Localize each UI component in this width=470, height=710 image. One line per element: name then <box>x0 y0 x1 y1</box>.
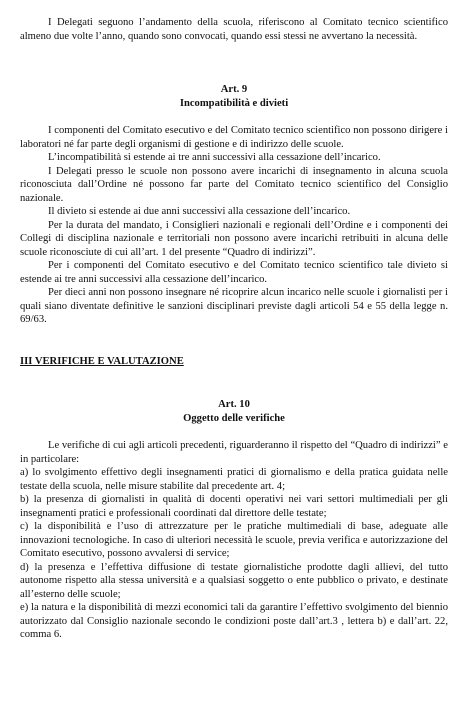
art10-lead: Le verifiche di cui agli articoli precedenti, riguarderanno il rispetto del “Quadro di indirizzi” e in particolare: <box>20 440 448 465</box>
art10-item-d: d) la presenza e l’effettiva diffusione di testate giornalistiche prodotte dagli allievi, del tutto autonome rispetto alla stessa università e a qualsiasi soggetto o ente pubblico o privato, e destinate all’esterno delle scuole; <box>20 561 448 600</box>
art10-item-e: e) la natura e la disponibilità di mezzi economici tali da garantire l’effettivo svolgimento del biennio autorizzato dal Consiglio nazionale secondo le condizioni poste dall’art.3 , lettera b) e dall’art. 22, comma 6. <box>20 602 448 640</box>
art9-paragraph: Per i componenti del Comitato esecutivo e del Comitato tecnico scientifico tale divieto si estende ai tre anni successivi alla cessazione dell’incarico. <box>20 260 448 285</box>
art10-number: Art. 10 <box>218 399 250 410</box>
art9-paragraph: Il divieto si estende ai due anni successivi alla cessazione dell’incarico. <box>48 206 351 217</box>
art10-item-a: a) lo svolgimento effettivo degli insegnamenti pratici di giornalismo e della pratica guidata nelle testate della scuola, nelle misure stabilite dal precedente art. 4; <box>20 467 448 492</box>
art9-title: Incompatibilità e divieti <box>179 97 289 109</box>
art10-item-c: c) la disponibilità e l’uso di attrezzature per le pratiche multimediali di base, adeguate alle innovazioni tecnologiche. In caso di ulteriori necessità le scuole, previa verifica e autorizzazione del Comitato esecutivo, possono avvalersi di service; <box>20 521 448 559</box>
art9-paragraph: I componenti del Comitato esecutivo e del Comitato tecnico scientifico non possono dirigere i laboratori né far parte degli organismi di gestione e di indirizzo delle scuole. <box>20 125 448 150</box>
section-heading: III VERIFICHE E VALUTAZIONE <box>20 355 184 367</box>
art9-paragraph: Per dieci anni non possono insegnare né ricoprire alcun incarico nelle scuole i giornalisti per i quali siano diventate definitive le sanzioni disciplinari previste dagli articoli 54 e 55 della legge n. 69/63. <box>20 287 448 325</box>
intro-paragraph: I Delegati seguono l’andamento della scuola, riferiscono al Comitato tecnico scientifico almeno due volte l’anno, quando sono convocati, quando essi stessi ne avvertano la necessità. <box>20 17 448 42</box>
art10-title: Oggetto delle verifiche <box>183 412 285 424</box>
art10-item-b: b) la presenza di giornalisti in qualità di docenti operativi nei vari settori multimediali per gli insegnamenti pratici e professionali coordinati dal direttore delle testate; <box>20 494 448 519</box>
art9-paragraph: Per la durata del mandato, i Consiglieri nazionali e regionali dell’Ordine e i componenti dei Collegi di disciplina nazionale e territoriali non possono avere incarichi retribuiti in alcuna delle scuole riconosciute di cui all’art. 1 del presente “Quadro di indirizzi”. <box>20 219 448 258</box>
art9-number: Art. 9 <box>220 84 248 95</box>
art9-paragraph: I Delegati presso le scuole non possono avere incarichi di insegnamento in alcuna scuola riconosciuta dall’Ordine né possono far parte del Comitato tecnico scientifico del Consiglio nazionale. <box>20 165 448 204</box>
art9-paragraph: L’incompatibilità si estende ai tre anni successivi alla cessazione dell’incarico. <box>48 152 381 163</box>
